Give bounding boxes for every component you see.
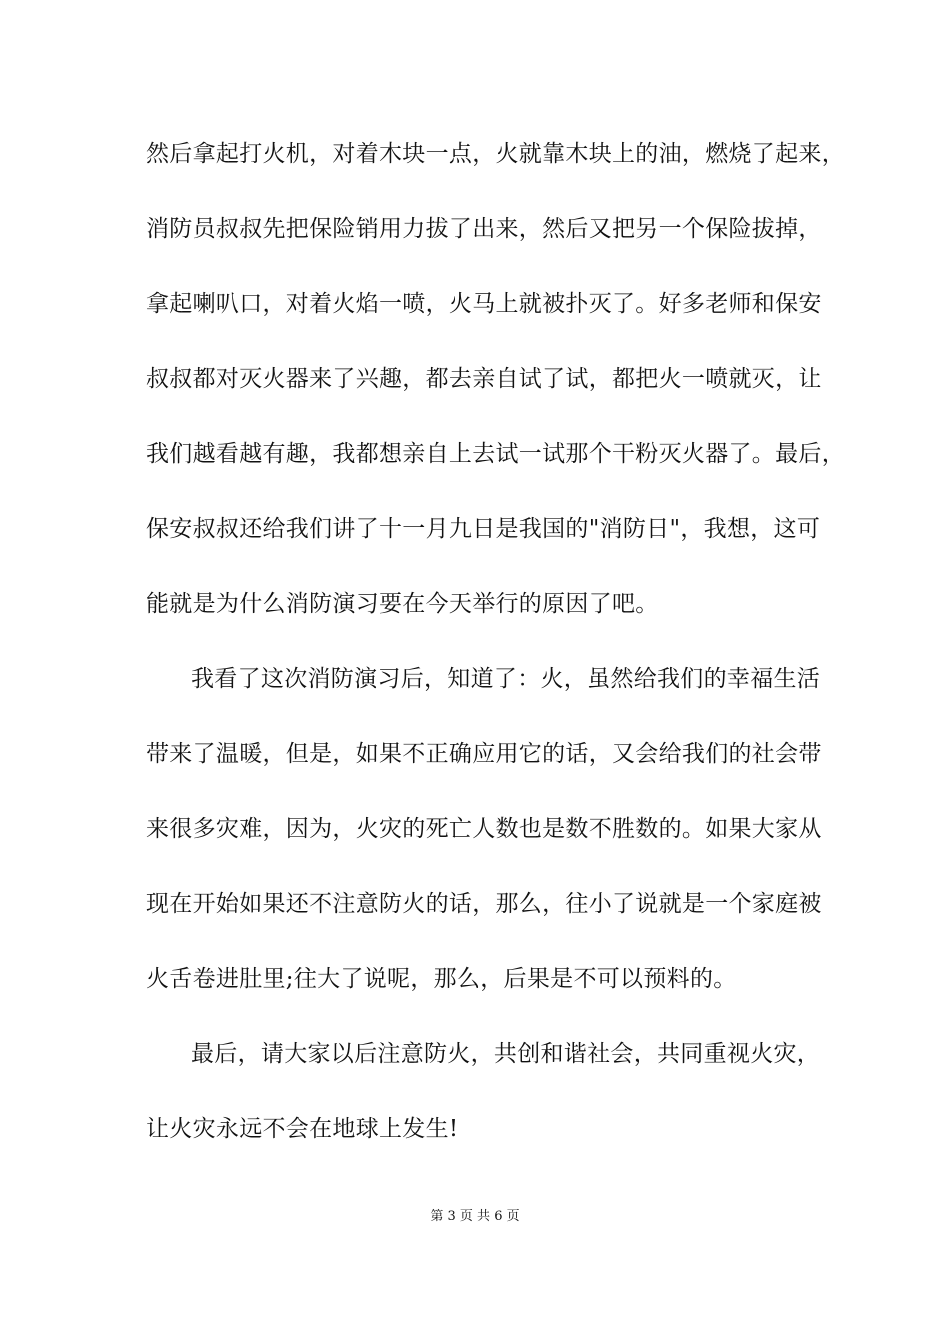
paragraph-line: 我们越看越有趣，我都想亲自上去试一试那个干粉灭火器了。最后， bbox=[146, 441, 845, 467]
paragraph-line: 现在开始如果还不注意防火的话，那么，往小了说就是一个家庭被 bbox=[146, 891, 822, 917]
paragraph-line: 拿起喇叭口，对着火焰一喷，火马上就被扑灭了。好多老师和保安 bbox=[146, 291, 822, 317]
paragraph-line: 叔叔都对灭火器来了兴趣，都去亲自试了试，都把火一喷就灭，让 bbox=[146, 366, 822, 392]
paragraph-line: 来很多灾难，因为，火灾的死亡人数也是数不胜数的。如果大家从 bbox=[146, 816, 822, 842]
paragraph-first-line: 最后，请大家以后注意防火，共创和谐社会，共同重视火灾， bbox=[191, 1041, 821, 1067]
page-number-footer: 第 3 页 共 6 页 bbox=[430, 1209, 520, 1224]
paragraph-line: 带来了温暖，但是，如果不正确应用它的话，又会给我们的社会带 bbox=[146, 741, 822, 767]
paragraph-line: 让火灾永远不会在地球上发生! bbox=[146, 1116, 459, 1142]
paragraph-first-line: 我看了这次消防演习后，知道了：火，虽然给我们的幸福生活 bbox=[191, 666, 821, 692]
paragraph-line: 能就是为什么消防演习要在今天举行的原因了吧。 bbox=[146, 591, 659, 617]
paragraph-line: 火舌卷进肚里;往大了说呢，那么，后果是不可以预料的。 bbox=[146, 966, 737, 992]
paragraph-line: 然后拿起打火机，对着木块一点，火就靠木块上的油，燃烧了起来， bbox=[146, 141, 845, 167]
paragraph-line: 保安叔叔还给我们讲了十一月九日是我国的"消防日"，我想，这可 bbox=[146, 516, 821, 542]
paragraph-line: 消防员叔叔先把保险销用力拔了出来，然后又把另一个保险拔掉， bbox=[146, 216, 822, 242]
